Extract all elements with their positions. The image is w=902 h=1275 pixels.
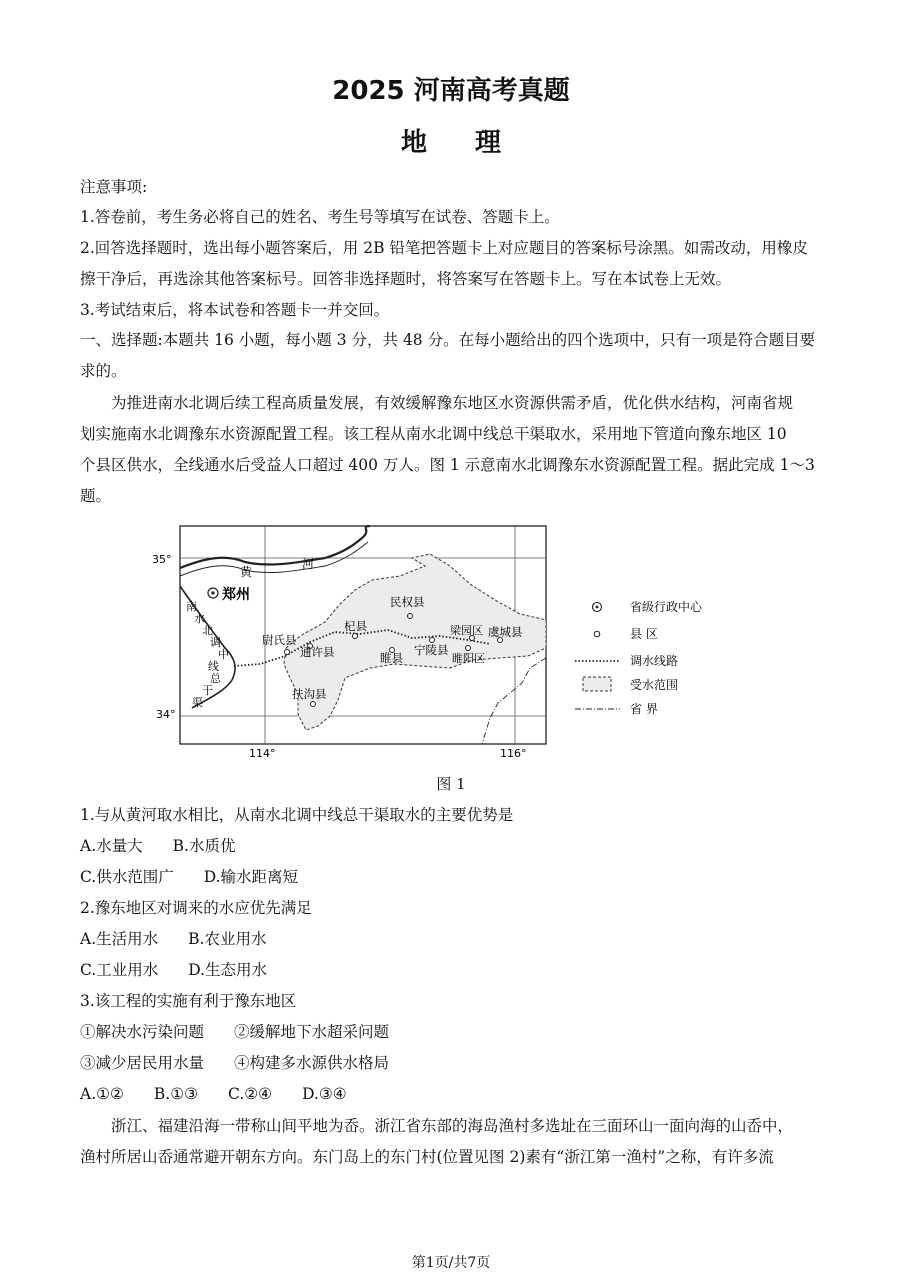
passage1-line-4: 题。 — [80, 487, 112, 505]
yucheng-label: 虞城县 — [488, 625, 523, 639]
ningling-label: 宁陵县 — [414, 643, 449, 657]
notes-heading: 注意事项: — [80, 178, 148, 196]
q2-option-b: B.农业用水 — [188, 930, 267, 948]
legend-boundary-label: 省 界 — [630, 702, 658, 716]
qixian-label: 杞县 — [344, 619, 367, 633]
ningling-point — [430, 638, 435, 643]
passage1-line-2: 划实施南水北调豫东水资源配置工程。该工程从南水北调中线总干渠取水，采用地下管道向豫东地区 10 — [80, 425, 787, 443]
subject-title: 地理 — [400, 128, 549, 158]
legend-county-label: 县 区 — [630, 627, 658, 641]
section-heading: 一、选择题:本题共 16 小题，每小题 3 分，共 48 分。在每小题给出的四个选项中，只有一项是符合题目要 — [80, 331, 816, 349]
question-2-options-row2 — [80, 955, 824, 986]
canal-char-6: 总 — [210, 672, 221, 685]
passage1-line-1: 为推进南水北调后续工程高质量发展，有效缓解豫东地区水资源供需矛盾，优化供水结构，河南省规 — [111, 394, 794, 412]
yellow-river — [180, 526, 370, 568]
q3-statement-4: ④构建多水源供水格局 — [234, 1054, 390, 1072]
q1-option-c: C.供水范围广 — [80, 868, 174, 886]
canal-char-1: 水 — [194, 612, 205, 625]
question-1-stem: 1.与从黄河取水相比，从南水北调中线总干渠取水的主要优势是 — [80, 806, 514, 824]
note-2-cont: 擦干净后，再选涂其他答案标号。回答非选择题时，将答案写在答题卡上。写在本试卷上无效。 — [80, 270, 732, 288]
canal-char-2: 北 — [202, 624, 213, 637]
q1-option-a: A.水量大 — [80, 837, 143, 855]
question-1-options-row2 — [80, 862, 824, 893]
qixian-point — [353, 634, 358, 639]
q3-option-b: B.①③ — [153, 1085, 199, 1103]
canal-char-8: 渠 — [192, 696, 203, 709]
question-3-stem: 3.该工程的实施有利于豫东地区 — [80, 992, 297, 1010]
question-2-options-row1 — [80, 924, 824, 955]
liangyuan-label: 梁园区 — [450, 624, 483, 637]
legend-provincial-label: 省级行政中心 — [630, 600, 703, 614]
passage2-line-2: 渔村所居山岙通常避开朝东方向。东门岛上的东门村(位置见图 2)素有“浙江第一渔村”之称，有许多流 — [80, 1148, 774, 1166]
receiving-area — [284, 554, 546, 730]
section-heading-cont: 求的。 — [80, 362, 127, 380]
q3-statement-1: ①解决水污染问题 — [80, 1023, 205, 1041]
q2-option-c: C.工业用水 — [80, 961, 159, 979]
minquan-label: 民权县 — [390, 595, 425, 609]
zhengzhou-label: 郑州 — [222, 587, 250, 603]
canal-char-7: 干 — [202, 684, 213, 697]
lon-114-label: 114° — [249, 747, 276, 760]
note-3: 3.考试结束后，将本试卷和答题卡一并交回。 — [80, 301, 390, 319]
zhengzhou-marker-center — [211, 591, 214, 594]
figure-1-caption: 图 1 — [436, 775, 466, 793]
canal-char-0: 南 — [186, 600, 197, 613]
legend-area-label: 受水范围 — [630, 678, 679, 692]
q3-option-d: D.③④ — [302, 1085, 347, 1103]
fugou-point — [311, 702, 316, 707]
suiyang-label: 睢阳区 — [452, 652, 485, 665]
lon-116-label: 116° — [500, 747, 527, 760]
province-boundary — [482, 658, 546, 744]
question-1-options-row1 — [80, 831, 824, 862]
fugou-label: 扶沟县 — [292, 687, 327, 701]
q2-option-d: D.生态用水 — [188, 961, 268, 979]
canal-char-4: 中 — [218, 648, 229, 661]
note-2: 2.回答选择题时，选出每小题答案后，用 2B 铅笔把答题卡上对应题目的答案标号涂黑。如需改动，用橡皮 — [80, 239, 808, 257]
lat-35-label: 35° — [152, 553, 172, 566]
canal-char-5: 线 — [208, 660, 219, 673]
legend-area-icon — [583, 677, 611, 691]
river-label-he: 河 — [302, 557, 315, 571]
q3-option-a: A.①② — [80, 1085, 124, 1103]
weishi-label: 尉氏县 — [262, 633, 297, 647]
question-2-stem: 2.豫东地区对调来的水应优先满足 — [80, 899, 312, 917]
q3-statement-3: ③减少居民用水量 — [80, 1054, 205, 1072]
canal-char-3: 调 — [210, 636, 221, 649]
legend-route-label: 调水线路 — [630, 654, 679, 668]
q3-statement-2: ②缓解地下水超采问题 — [234, 1023, 390, 1041]
legend-county-icon — [594, 631, 600, 637]
weishi-point — [285, 650, 290, 655]
page-number: 第1页/共7页 — [411, 1255, 491, 1271]
q1-option-d: D.输水距离短 — [203, 868, 299, 886]
passage1-line-3: 个县区供水，全线通水后受益人口超过 400 万人。图 1 示意南水北调豫东水资源配置工程。据此完成 1～3 — [80, 456, 815, 474]
figure-1-map — [150, 518, 750, 768]
suiyang-point — [466, 646, 471, 651]
minquan-point — [408, 614, 413, 619]
river-label-huang: 黄 — [240, 565, 253, 579]
question-3-statements-row1 — [80, 1017, 824, 1048]
note-1: 1.答卷前，考生务必将自己的姓名、考生号等填写在试卷、答题卡上。 — [80, 208, 560, 226]
question-3-statements-row2 — [80, 1048, 824, 1079]
suixian-label: 睢县 — [380, 651, 403, 665]
q3-option-c: C.②④ — [228, 1085, 273, 1103]
q2-option-a: A.生活用水 — [80, 930, 159, 948]
passage2-line-1: 浙江、福建沿海一带称山间平地为岙。浙江省东部的海岛渔村多选址在三面环山一面向海的山岙中， — [111, 1117, 794, 1135]
q1-option-b: B.水质优 — [172, 837, 236, 855]
map-legend — [575, 599, 703, 716]
exam-title: 2025 河南高考真题 — [332, 76, 570, 106]
question-3-options — [80, 1079, 824, 1110]
lat-34-label: 34° — [156, 708, 176, 721]
tongxu-label: 通许县 — [300, 645, 335, 659]
